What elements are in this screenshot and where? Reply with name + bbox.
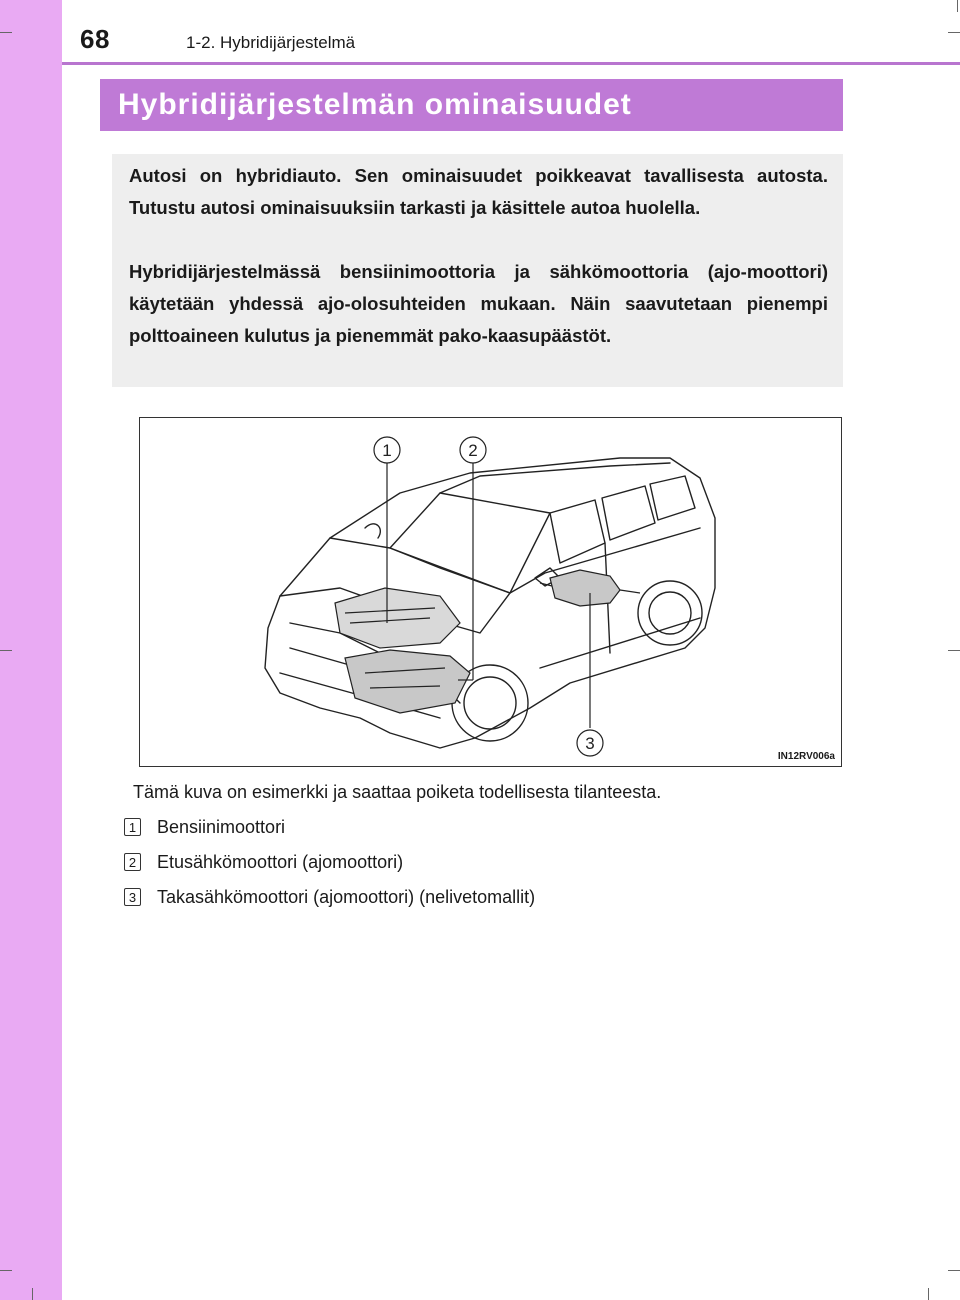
legend-text: Takasähkömoottori (ajomoottori) (nelivetomallit) [157, 887, 536, 907]
side-window-1 [550, 500, 605, 563]
callout-3-label: 3 [585, 734, 595, 753]
crop-mark [0, 32, 12, 33]
callout-2-label: 2 [468, 441, 478, 460]
intro-paragraph-2: Hybridijärjestelmässä bensiinimoottoria ja sähkömoottoria (ajo-moottori) käytetään yhdessä ajo-olosuhteiden mukaan. Näin saavutetaan pienempi polttoaineen kulutus ja pienemmät pako-kaasupäästöt. [129, 261, 828, 346]
intro-paragraph-1: Autosi on hybridiauto. Sen ominaisuudet poikkeavat tavallisesta autosta. Tutustu autosi ominaisuuksiin tarkasti ja käsittele autoa huolella. [129, 165, 828, 218]
crop-mark [957, 0, 958, 12]
crop-mark [948, 32, 960, 33]
rear-wheel [638, 581, 702, 645]
figure-caption: Tämä kuva on esimerkki ja saattaa poiketa todellisesta tilanteesta. [133, 782, 662, 802]
car-drawing [140, 418, 841, 766]
side-window-2 [602, 486, 655, 540]
crop-mark [32, 1288, 33, 1300]
crop-mark [928, 1288, 929, 1300]
section-title-bar [100, 79, 843, 131]
page-title: Hybridijärjestelmän ominaisuudet [118, 88, 632, 121]
rocker-line [540, 618, 700, 668]
figure-code: IN12RV006a [777, 751, 835, 762]
callout-1-label: 1 [382, 441, 392, 460]
front-electric-motor [345, 650, 470, 713]
gasoline-engine [335, 588, 460, 648]
page-number: 68 [80, 24, 110, 54]
section-path: 1-2. Hybridijärjestelmä [186, 33, 356, 52]
intro-box [112, 154, 843, 387]
legend-text: Etusähkömoottori (ajomoottori) [157, 852, 404, 872]
legend-number: 3 [124, 888, 141, 906]
legend-number: 1 [124, 818, 141, 836]
crop-mark [0, 650, 12, 651]
header-divider [62, 62, 960, 65]
crop-mark [948, 1270, 960, 1271]
windshield [390, 493, 550, 593]
legend-text: Bensiinimoottori [157, 817, 286, 837]
crop-mark [0, 1270, 12, 1271]
vehicle-illustration [139, 417, 842, 767]
rear-window [650, 476, 695, 520]
legend-number: 2 [124, 853, 141, 871]
crop-mark [948, 650, 960, 651]
